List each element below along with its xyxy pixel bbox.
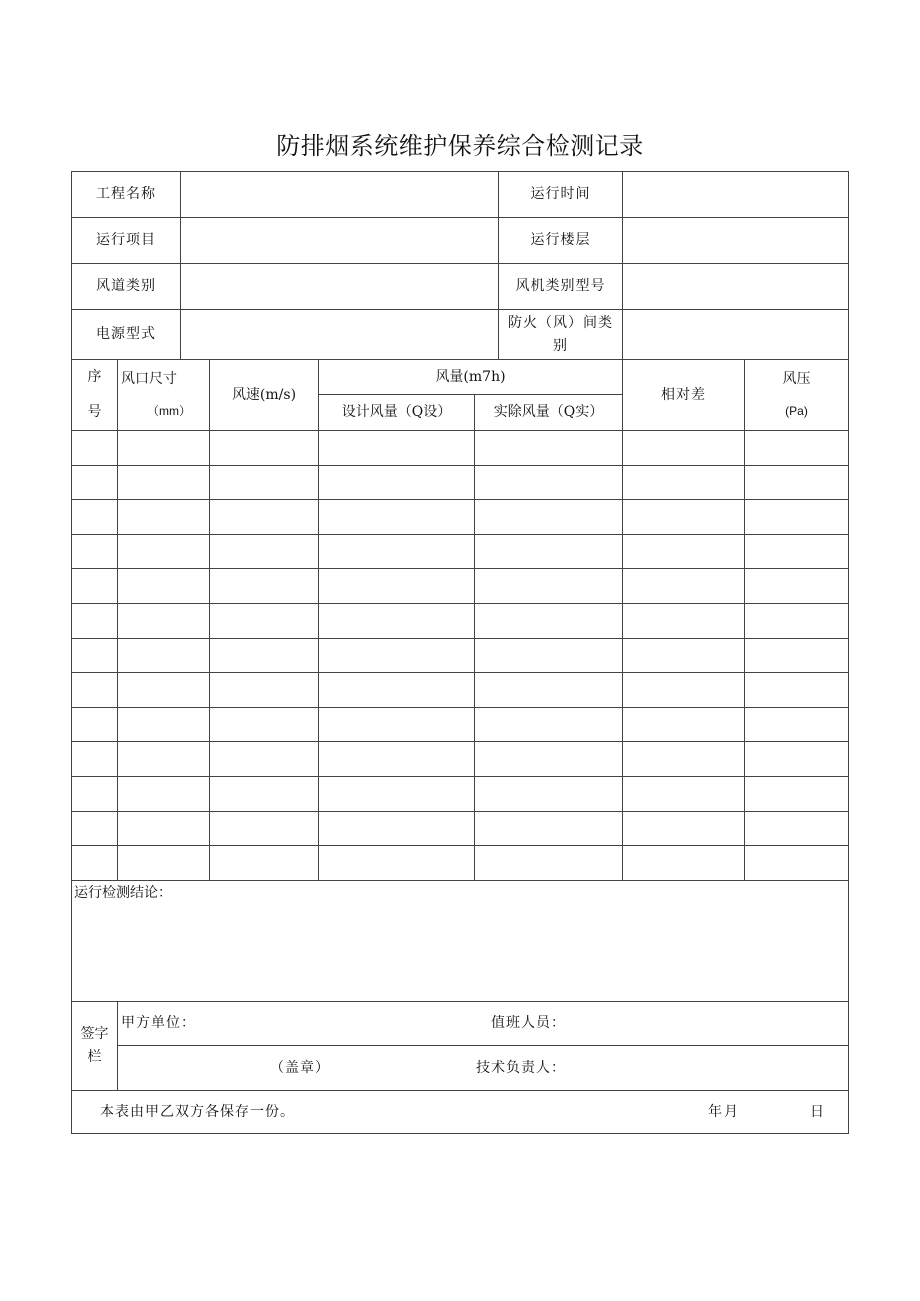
power-type-label: 电源型式 xyxy=(71,309,181,360)
seq-cell[interactable] xyxy=(71,534,118,569)
design-flow-cell[interactable] xyxy=(318,638,475,673)
run-time-label: 运行时间 xyxy=(498,171,623,218)
seq-header-line2: 号 xyxy=(87,404,102,420)
design-flow-cell[interactable] xyxy=(318,811,475,846)
design-flow-cell[interactable] xyxy=(318,672,475,708)
seq-cell[interactable] xyxy=(71,465,118,500)
outlet-size-cell[interactable] xyxy=(117,672,210,708)
seq-cell[interactable] xyxy=(71,568,118,604)
conclusion-box[interactable] xyxy=(71,880,849,1002)
velocity-cell[interactable] xyxy=(209,603,319,639)
seq-cell[interactable] xyxy=(71,845,118,881)
footer-day: 日 xyxy=(810,1103,824,1120)
fire-damper-value[interactable] xyxy=(622,309,849,360)
pressure-header xyxy=(744,359,849,431)
outlet-size-cell[interactable] xyxy=(117,499,210,535)
seq-header-line1: 序 xyxy=(87,369,102,386)
fan-type-label: 风机类别型号 xyxy=(498,263,623,310)
conclusion-label: 运行检测结论： xyxy=(74,885,172,901)
actual-flow-cell[interactable] xyxy=(474,845,623,881)
velocity-cell[interactable] xyxy=(209,430,319,466)
pressure-cell[interactable] xyxy=(744,707,849,742)
outlet-size-header-line2: （mm） xyxy=(147,404,191,419)
velocity-cell[interactable] xyxy=(209,568,319,604)
pressure-cell[interactable] xyxy=(744,811,849,846)
outlet-size-cell[interactable] xyxy=(117,465,210,500)
signature-column-line1: 签字 xyxy=(80,1026,109,1043)
run-floor-label: 运行楼层 xyxy=(498,217,623,264)
project-name-value[interactable] xyxy=(180,171,499,218)
actual-flow-cell[interactable] xyxy=(474,707,623,742)
seq-header xyxy=(71,359,118,431)
pressure-cell[interactable] xyxy=(744,741,849,777)
seq-cell[interactable] xyxy=(71,811,118,846)
outlet-size-header-line1: 风口尺寸 xyxy=(121,371,177,388)
seq-cell[interactable] xyxy=(71,707,118,742)
velocity-cell[interactable] xyxy=(209,638,319,673)
design-flow-cell[interactable] xyxy=(318,603,475,639)
relative-diff-cell[interactable] xyxy=(622,568,745,604)
pressure-cell[interactable] xyxy=(744,568,849,604)
relative-diff-cell[interactable] xyxy=(622,499,745,535)
velocity-cell[interactable] xyxy=(209,811,319,846)
signature-column-line2: 栏 xyxy=(87,1049,102,1065)
fire-damper-label-line2: 别 xyxy=(553,337,568,354)
seq-cell[interactable] xyxy=(71,603,118,639)
outlet-size-cell[interactable] xyxy=(117,741,210,777)
pressure-header-line2: (Pa) xyxy=(785,404,808,419)
relative-diff-cell[interactable] xyxy=(622,465,745,500)
outlet-size-cell[interactable] xyxy=(117,430,210,466)
relative-diff-cell[interactable] xyxy=(622,638,745,673)
actual-flow-cell[interactable] xyxy=(474,568,623,604)
design-flow-cell[interactable] xyxy=(318,499,475,535)
fan-type-value[interactable] xyxy=(622,263,849,310)
signature-column xyxy=(71,1001,118,1091)
actual-flow-cell[interactable] xyxy=(474,430,623,466)
tech-lead-label: 技术负责人： xyxy=(476,1059,566,1076)
actual-flow-header: 实除风量（Q实） xyxy=(474,394,623,431)
velocity-cell[interactable] xyxy=(209,845,319,881)
seq-cell[interactable] xyxy=(71,741,118,777)
power-type-value[interactable] xyxy=(180,309,499,360)
actual-flow-cell[interactable] xyxy=(474,499,623,535)
design-flow-cell[interactable] xyxy=(318,534,475,569)
design-flow-header: 设计风量（Q设） xyxy=(318,394,475,431)
velocity-cell[interactable] xyxy=(209,465,319,500)
actual-flow-cell[interactable] xyxy=(474,638,623,673)
outlet-size-cell[interactable] xyxy=(117,568,210,604)
actual-flow-cell[interactable] xyxy=(474,534,623,569)
actual-flow-cell[interactable] xyxy=(474,741,623,777)
run-floor-value[interactable] xyxy=(622,217,849,264)
seal-label: （盖章） xyxy=(270,1059,330,1076)
relative-diff-header: 相对差 xyxy=(622,359,745,431)
pressure-cell[interactable] xyxy=(744,672,849,708)
outlet-size-cell[interactable] xyxy=(117,811,210,846)
relative-diff-cell[interactable] xyxy=(622,811,745,846)
pressure-cell[interactable] xyxy=(744,638,849,673)
actual-flow-cell[interactable] xyxy=(474,603,623,639)
design-flow-cell[interactable] xyxy=(318,776,475,812)
run-item-label: 运行项目 xyxy=(71,217,181,264)
pressure-cell[interactable] xyxy=(744,430,849,466)
velocity-cell[interactable] xyxy=(209,776,319,812)
footer-year-month: 年月 xyxy=(708,1103,740,1120)
run-time-value[interactable] xyxy=(622,171,849,218)
airflow-header: 风量(m7h) xyxy=(318,359,623,395)
pressure-cell[interactable] xyxy=(744,499,849,535)
page-title: 防排烟系统维护保养综合检测记录 xyxy=(276,132,644,160)
signature-row-1 xyxy=(117,1001,849,1046)
design-flow-cell[interactable] xyxy=(318,465,475,500)
seq-cell[interactable] xyxy=(71,499,118,535)
pressure-cell[interactable] xyxy=(744,603,849,639)
pressure-cell[interactable] xyxy=(744,465,849,500)
relative-diff-cell[interactable] xyxy=(622,430,745,466)
project-name-label: 工程名称 xyxy=(71,171,181,218)
design-flow-cell[interactable] xyxy=(318,568,475,604)
duty-person-label: 值班人员： xyxy=(491,1015,566,1032)
relative-diff-cell[interactable] xyxy=(622,741,745,777)
relative-diff-cell[interactable] xyxy=(622,776,745,812)
velocity-cell[interactable] xyxy=(209,534,319,569)
outlet-size-cell[interactable] xyxy=(117,845,210,881)
seq-cell[interactable] xyxy=(71,638,118,673)
outlet-size-cell[interactable] xyxy=(117,707,210,742)
signature-row-2 xyxy=(117,1045,849,1091)
pressure-header-line1: 风压 xyxy=(782,371,811,388)
design-flow-cell[interactable] xyxy=(318,741,475,777)
velocity-cell[interactable] xyxy=(209,499,319,535)
actual-flow-cell[interactable] xyxy=(474,776,623,812)
seq-cell[interactable] xyxy=(71,776,118,812)
duct-type-label: 风道类别 xyxy=(71,263,181,310)
velocity-cell[interactable] xyxy=(209,707,319,742)
actual-flow-cell[interactable] xyxy=(474,811,623,846)
outlet-size-cell[interactable] xyxy=(117,776,210,812)
actual-flow-cell[interactable] xyxy=(474,465,623,500)
seq-cell[interactable] xyxy=(71,672,118,708)
footer-row xyxy=(71,1090,849,1134)
party-a-label: 甲方单位： xyxy=(121,1015,196,1032)
footer-note: 本表由甲乙双方各保存一份。 xyxy=(100,1103,295,1120)
relative-diff-cell[interactable] xyxy=(622,845,745,881)
duct-type-value[interactable] xyxy=(180,263,499,310)
fire-damper-label xyxy=(498,309,623,360)
design-flow-cell[interactable] xyxy=(318,430,475,466)
velocity-header: 风速(m/s) xyxy=(209,359,319,431)
pressure-cell[interactable] xyxy=(744,845,849,881)
outlet-size-header xyxy=(117,359,210,431)
relative-diff-cell[interactable] xyxy=(622,534,745,569)
velocity-cell[interactable] xyxy=(209,741,319,777)
relative-diff-cell[interactable] xyxy=(622,707,745,742)
pressure-cell[interactable] xyxy=(744,776,849,812)
relative-diff-cell[interactable] xyxy=(622,603,745,639)
seq-cell[interactable] xyxy=(71,430,118,466)
pressure-cell[interactable] xyxy=(744,534,849,569)
outlet-size-cell[interactable] xyxy=(117,638,210,673)
run-item-value[interactable] xyxy=(180,217,499,264)
fire-damper-label-line1: 防火（风）间类 xyxy=(508,314,613,331)
design-flow-cell[interactable] xyxy=(318,707,475,742)
actual-flow-cell[interactable] xyxy=(474,672,623,708)
outlet-size-cell[interactable] xyxy=(117,534,210,569)
relative-diff-cell[interactable] xyxy=(622,672,745,708)
velocity-cell[interactable] xyxy=(209,672,319,708)
design-flow-cell[interactable] xyxy=(318,845,475,881)
outlet-size-cell[interactable] xyxy=(117,603,210,639)
